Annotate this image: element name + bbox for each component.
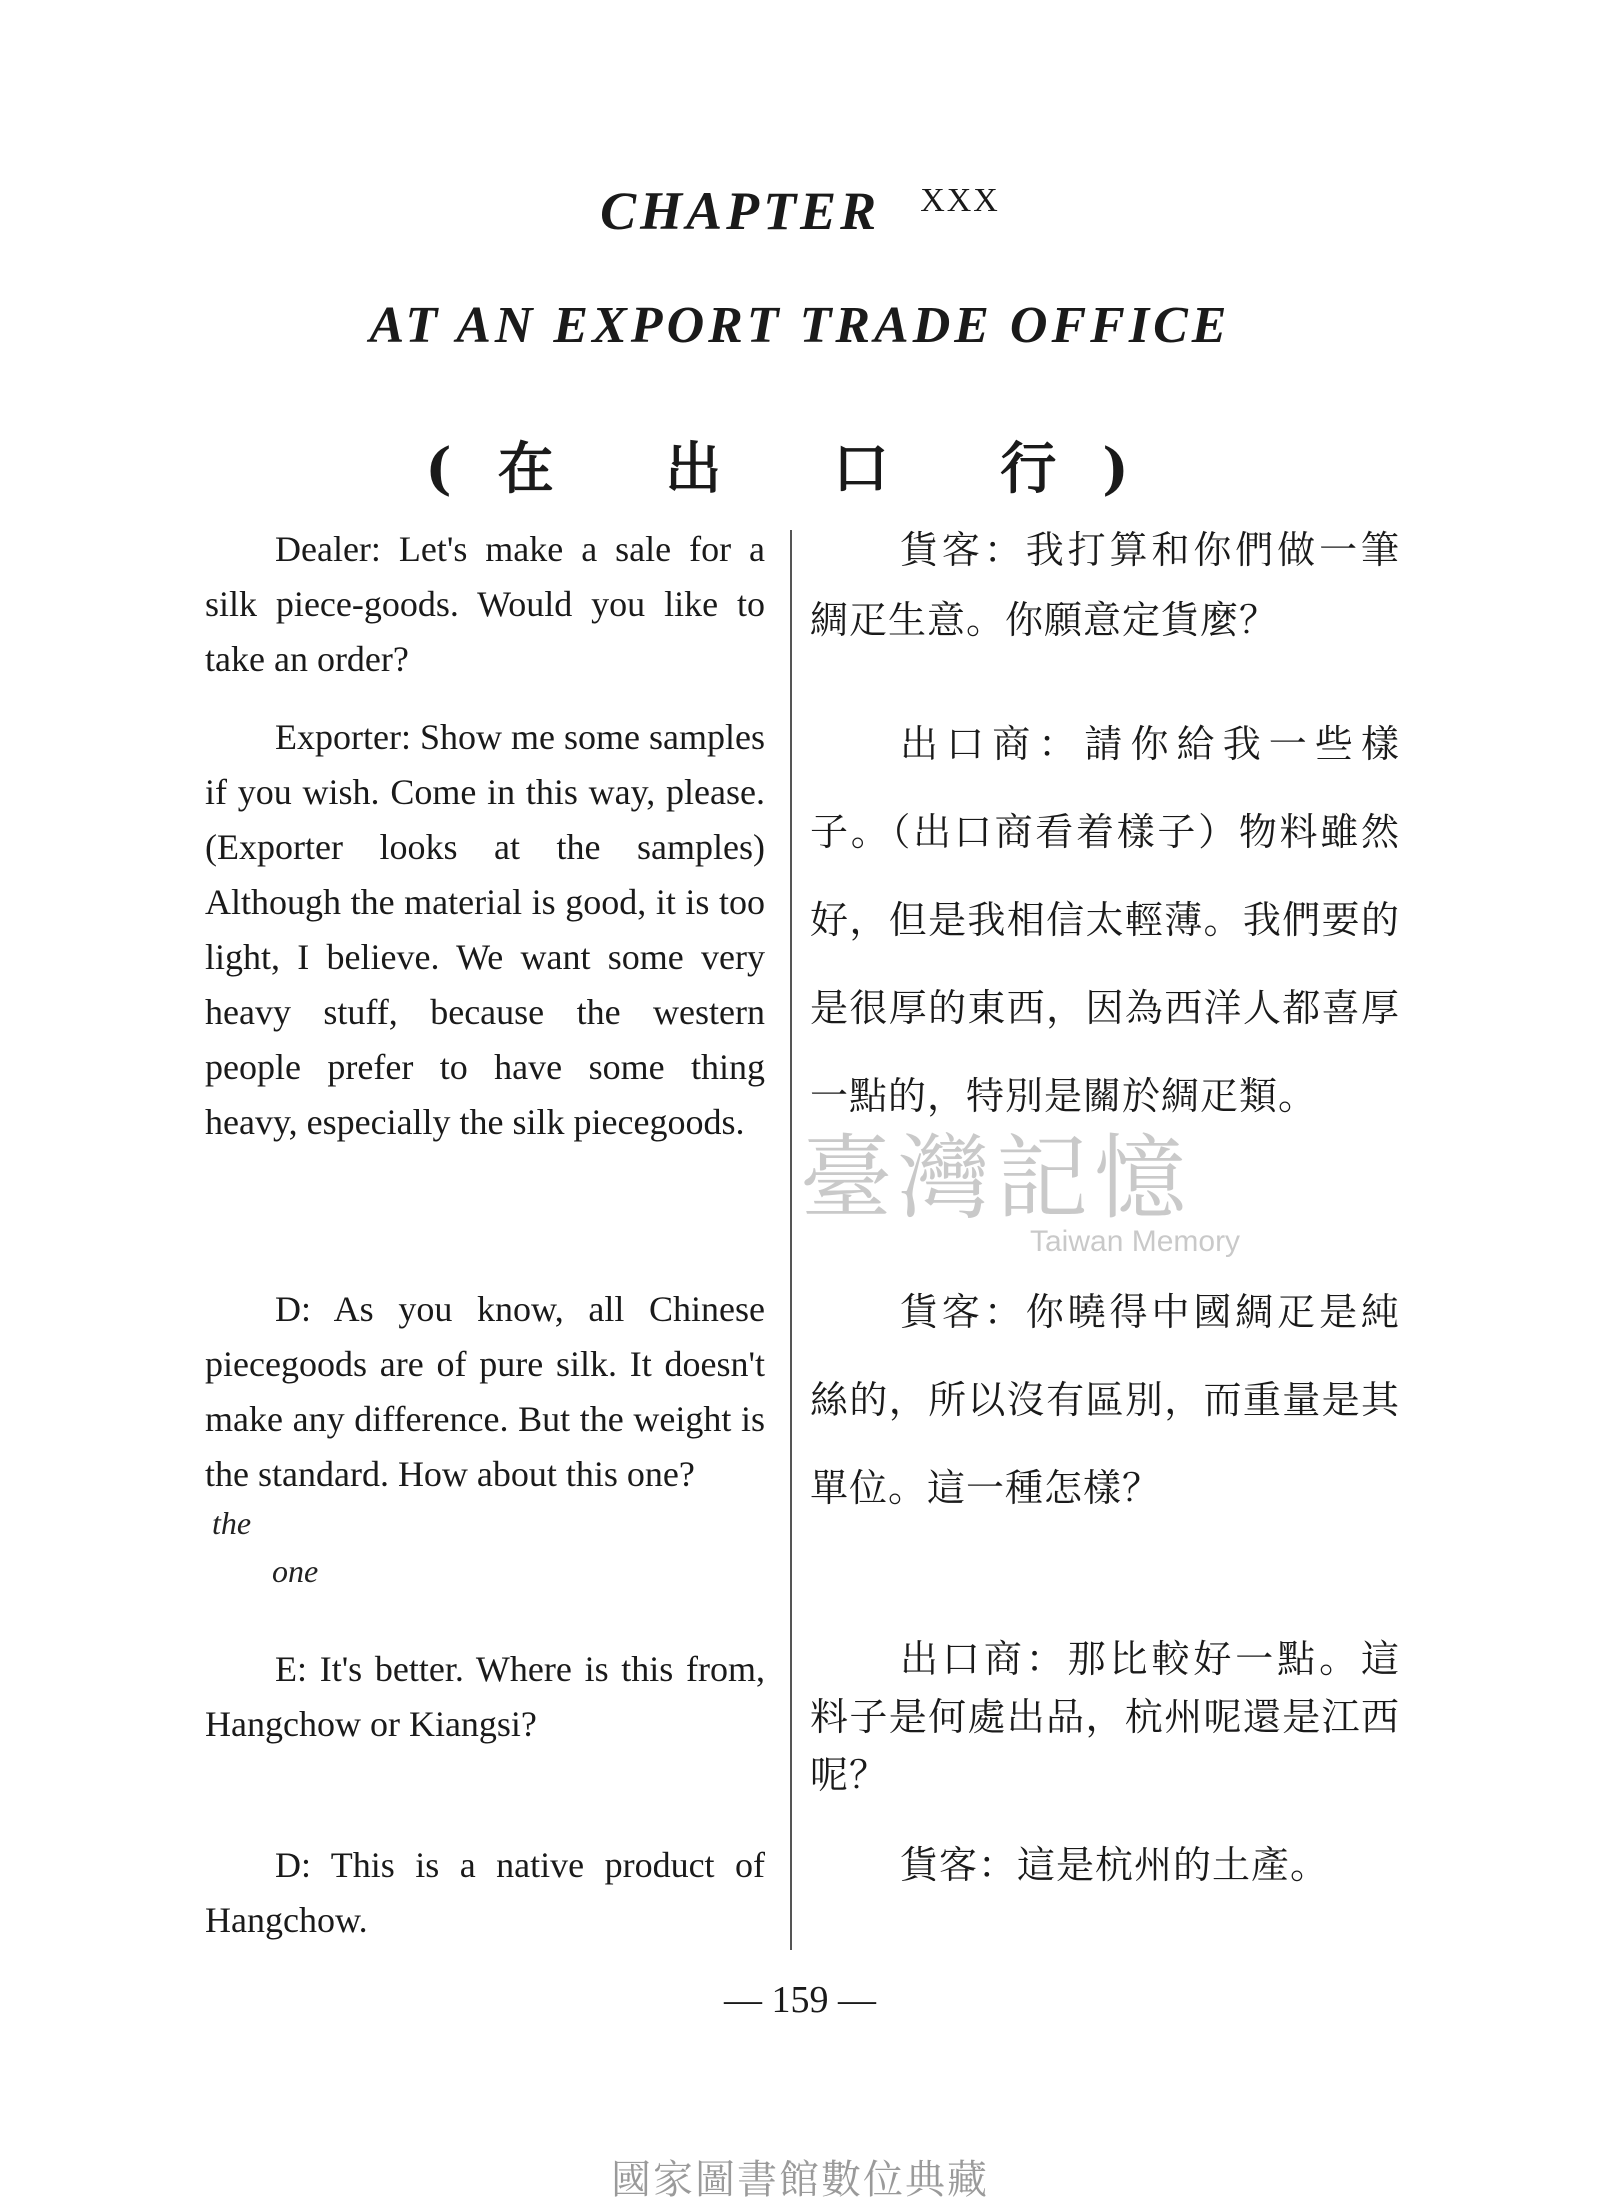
chinese-paragraph: 出口商：請你給我一些樣子。（出口商看着樣子）物料雖然好，但是我相信太輕薄。我們要的是很厚的東西，因為西洋人都喜厚一點的，特別是關於綢疋類。 [810,722,1400,1118]
page-number: — 159 — [724,1979,876,2021]
chapter-label: CHAPTER [600,181,881,241]
english-paragraph: E: It's better. Where is this from, Hangchow or Kiangsi? [205,1649,765,1744]
chapter-title: AT AN EXPORT TRADE OFFICE [369,297,1231,354]
handwritten-correction: one [272,1553,319,1589]
column-divider [790,530,792,1950]
chapter-number: XXX [920,182,1000,219]
english-paragraph: Exporter: Show me some samples if you wish. Come in this way, please. (Exporter looks at the samples) Although the material is good, it is too light, I believe. We want some very heavy stuff, because the western people prefer to have some thing heavy, especially the silk piecegoods. [205,717,765,1142]
chinese-paragraph: 貨客：你曉得中國綢疋是純絲的，所以沒有區別，而重量是其單位。這一種怎樣？ [810,1290,1400,1510]
english-paragraph: Dealer: Let's make a sale for a silk piece-goods. Would you like to take an order? [205,529,765,679]
chapter-heading [0,180,1600,242]
footer-stamp: 國家圖書館數位典藏 [611,2157,989,2203]
watermark-english: Taiwan Memory [1030,1225,1241,1258]
watermark-chinese: 臺灣記憶 [800,1125,1193,1232]
chinese-title: (在 出 口 行) [425,436,1175,502]
chinese-paragraph: 貨客：我打算和你們做一筆綢疋生意。你願意定貨麼？ [810,528,1400,642]
watermark [800,1105,1270,1275]
chinese-paragraph: 出口商：那比較好一點。這料子是何處出品，杭州呢還是江西呢？ [810,1637,1400,1797]
english-paragraph: D: As you know, all Chinese piecegoods are of pure silk. It doesn't make any difference. But the weight is the standard. How about this one? [205,1289,765,1494]
handwritten-correction: the [212,1505,252,1541]
chinese-paragraph: 貨客：這是杭州的土產。 [900,1843,1330,1887]
english-paragraph: D: This is a native product of Hangchow. [205,1845,765,1940]
